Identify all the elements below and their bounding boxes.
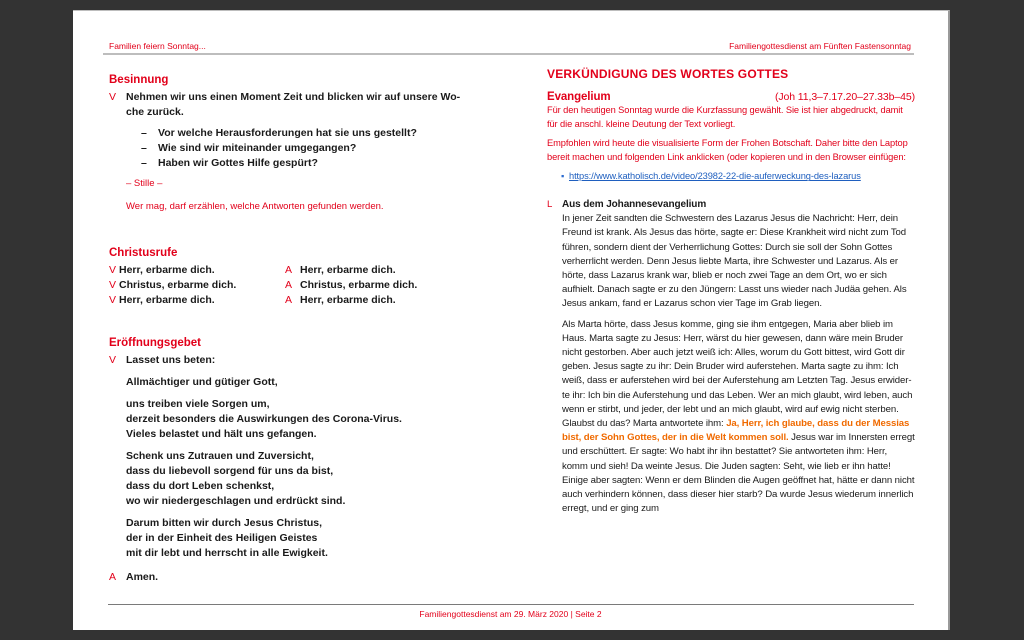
running-header-right: Familiengottesdienst am Fünften Fastensonntag — [729, 41, 911, 51]
reading-paragraph: In jener Zeit sandten die Schwestern des Lazarus Jesus die Nachricht: Herr, dein Freund ist krank. Als Jesus das hörte, sagte er: Diese Krankheit wird nicht zum Tod führen, sondern dient der Verherrlichung Gottes: Durch sie soll der Sohn Gottes verherrlicht werden. Denn Jesus liebte Marta, ihre Schwester und Lazarus. Als er hörte, dass Lazarus krank war, blieb er noch zwei Tage an dem Ort, wo er sich aufhielt. Danach sagte er zu den Jüngern: Lasst uns wieder nach Judäa gehen. Als Jesus ankam, fand er Lazarus schon vier Tage im Grab liegen. — [562, 213, 907, 310]
speaker-mark-v: V — [109, 91, 117, 103]
prayer-stanza: Allmächtiger und gütiger Gott, — [126, 376, 278, 388]
video-link[interactable]: https://www.katholisch.de/video/23982-22-die-auferweckung-des-lazarus — [569, 171, 861, 182]
speaker-mark-l: L — [547, 198, 553, 210]
highlighted-confession: Ja, Herr, ich glaube, dass du der Messias bist, der Sohn Gottes, der in die Welt kommen soll. — [562, 417, 910, 444]
gebet-intro: V Lasset uns beten: — [109, 354, 216, 366]
response-a: A Herr, erbarme dich. — [285, 294, 396, 306]
call-v: V Herr, erbarme dich. — [109, 294, 215, 306]
scripture-reference: (Joh 11,3–7.17.20–27.33b–45) — [774, 91, 915, 104]
section-heading: VERKÜNDIGUNG DES WORTES GOTTES — [547, 67, 789, 81]
christusrufe-grid — [109, 263, 474, 308]
question-item: – Vor welche Herausforderungen hat sie uns gestellt? — [141, 127, 417, 139]
besinnung-title: Besinnung — [109, 74, 169, 86]
footer-rule — [108, 604, 914, 605]
call-v: V Herr, erbarme dich. — [109, 264, 215, 276]
prayer-stanza: Schenk uns Zutrauen und Zuversicht, dass du liebevoll sorgend für uns da bist, dass du dort Leben schenkst, wo wir niedergeschlagen und erdrückt sind. — [126, 450, 346, 507]
prayer-stanza: Darum bitten wir durch Jesus Christus, der in der Einheit des Heiligen Geistes mit dir lebt und herrscht in alle Ewigkeit. — [126, 517, 328, 559]
video-link-item — [561, 170, 915, 184]
right-column — [547, 67, 915, 600]
response-a: A Christus, erbarme dich. — [285, 279, 418, 291]
question-item: – Wie sind wir miteinander umgegangen? — [141, 142, 357, 154]
question-list — [141, 126, 474, 171]
dash-bullet: – — [141, 157, 147, 169]
note-video-recommendation: Empfohlen wird heute die visualisierte Form der Frohen Botschaft. Daher bitte den Laptop bereit machen und folgenden Link anklicken (oder kopieren und in den Browser einfügen: — [547, 138, 908, 162]
page-footer: Familiengottesdienst am 29. März 2020 | Seite 2 — [419, 609, 602, 619]
besinnung-intro-line2: che zurück. — [126, 106, 184, 118]
christusrufe-title: Christusrufe — [109, 247, 178, 259]
header-rule — [103, 53, 914, 55]
amen-response: A Amen. — [109, 571, 159, 583]
reading-paragraph: Als Marta hörte, dass Jesus komme, ging sie ihm entgegen, Maria aber blieb im Haus. Marta sagte zu Jesus: Herr, wärst du hier gewesen, dann wäre mein Bruder nicht gestorben. Aber auch jetzt weiß ich: Alles, worum du Gott bittest, wird Gott dir geben. Jesus sagte zu ihr: Dein Bruder wird auferstehen. Marta sagte zu ihm: Ich weiß, dass er auferstehen wird bei der Auferstehung am Letzten Tag. Jesus erwiderte ihr: Ich bin die Auferstehung und das Leben. Wer an mich glaubt, wird leben, auch wenn er stirbt, und jeder, der lebt und an mich glaubt, wird auf ewig nicht sterben. Glaubst du das? Marta antwortete ihm: Ja, Herr, ich glaube, dass du der Messias bist, der Sohn Gottes, der in die Welt kommen soll. Jesus war im Innersten erregt und erschüttert. Er sagte: Wo habt ihr ihn bestattet? Sie antworteten ihm: Herr, komm und sieh! Da weinte Jesus. Die Juden sagten: Seht, wie lieb er ihn hatte! Einige aber sagten: Wenn er dem Blinden die Augen geöffnet hat, hätte er dann nicht auch verhindern können, dass dieser hier starb? Da wurde Jesus wiederum innerlich erregt, und er ging zum — [562, 318, 915, 515]
evangelium-heading — [547, 90, 915, 104]
prayer-stanza: uns treiben viele Sorgen um, derzeit besonders die Auswirkungen des Corona-Virus. Vieles belastet und hält uns gefangen. — [126, 398, 402, 440]
dash-bullet: – — [141, 142, 147, 154]
besinnung-intro — [109, 90, 474, 120]
dash-bullet: – — [141, 127, 147, 139]
reading-title: Aus dem Johannesevangelium — [562, 198, 707, 210]
running-header-left: Familien feiern Sonntag... — [109, 41, 206, 51]
christusrufe-section — [109, 246, 474, 308]
question-item: – Haben wir Gottes Hilfe gespürt? — [141, 157, 318, 169]
besinnung-instruction: Wer mag, darf erzählen, welche Antworten gefunden werden. — [126, 201, 384, 212]
square-bullet-icon: ▪ — [561, 171, 565, 182]
left-column — [109, 73, 474, 585]
eroeffnungsgebet-title: Eröffnungsgebet — [109, 337, 201, 349]
evangelium-notes — [547, 104, 915, 164]
eroeffnungsgebet-section — [109, 336, 474, 585]
prayer-text — [126, 375, 474, 561]
evangelium-title: Evangelium — [547, 91, 611, 104]
call-v: V Christus, erbarme dich. — [109, 279, 237, 291]
speaker-mark-a: A — [109, 571, 117, 583]
document-page — [73, 10, 950, 630]
besinnung-section — [109, 73, 474, 214]
speaker-mark-v: V — [109, 354, 117, 366]
response-a: A Herr, erbarme dich. — [285, 264, 396, 276]
reading-body — [562, 212, 915, 516]
besinnung-intro-line1: Nehmen wir uns einen Moment Zeit und blicken wir auf unsere Wo- — [126, 91, 461, 103]
note-short-version: Für den heutigen Sonntag wurde die Kurzfassung gewählt. Sie ist hier abgedruckt, damit für die anschl. kleine Deutung der Text vorliegt. — [547, 105, 903, 129]
gospel-reading — [547, 198, 915, 516]
stille-note: – Stille – — [126, 178, 163, 189]
